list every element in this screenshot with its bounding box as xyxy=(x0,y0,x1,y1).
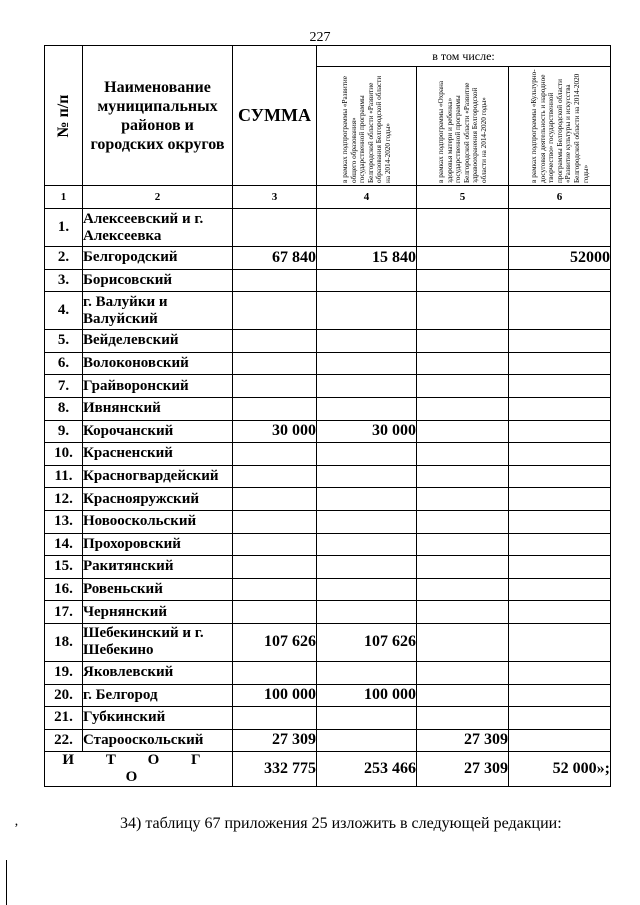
row-culture xyxy=(509,533,611,556)
row-sum xyxy=(233,601,317,624)
col-number-2: 2 xyxy=(83,186,233,209)
header-sub-health xyxy=(417,67,509,186)
row-culture xyxy=(509,397,611,420)
row-education: 15 840 xyxy=(317,247,417,270)
row-name: Ровеньский xyxy=(83,578,233,601)
row-name: Шебекинский и г. Шебекино xyxy=(83,623,233,661)
row-name: г. Белгород xyxy=(83,684,233,707)
header-including: в том числе: xyxy=(317,46,611,67)
funding-table xyxy=(44,45,611,787)
row-sum xyxy=(233,375,317,398)
row-health xyxy=(417,556,509,579)
header-name: Наименование муниципальных районов и городских округов xyxy=(83,46,233,186)
row-education xyxy=(317,443,417,466)
row-education xyxy=(317,352,417,375)
row-education: 107 626 xyxy=(317,623,417,661)
table-row xyxy=(45,247,611,270)
row-education xyxy=(317,269,417,292)
row-education xyxy=(317,707,417,730)
row-sum xyxy=(233,352,317,375)
row-education xyxy=(317,397,417,420)
row-name: Борисовский xyxy=(83,269,233,292)
row-education xyxy=(317,533,417,556)
row-number: 5. xyxy=(45,330,83,353)
row-sum xyxy=(233,578,317,601)
header-num xyxy=(45,46,83,186)
row-name: г. Валуйки и Валуйский xyxy=(83,292,233,330)
row-culture xyxy=(509,209,611,247)
row-culture: 52000 xyxy=(509,247,611,270)
row-sum xyxy=(233,488,317,511)
row-number: 14. xyxy=(45,533,83,556)
row-culture xyxy=(509,488,611,511)
header-sub-education xyxy=(317,67,417,186)
row-number: 21. xyxy=(45,707,83,730)
row-culture xyxy=(509,556,611,579)
row-number: 13. xyxy=(45,510,83,533)
row-number: 12. xyxy=(45,488,83,511)
row-name: Красногвардейский xyxy=(83,465,233,488)
row-sum xyxy=(233,269,317,292)
row-number: 16. xyxy=(45,578,83,601)
row-health xyxy=(417,443,509,466)
row-health xyxy=(417,292,509,330)
row-education xyxy=(317,209,417,247)
row-health xyxy=(417,684,509,707)
total-sum: 332 775 xyxy=(233,752,317,787)
row-name: Красненский xyxy=(83,443,233,466)
row-education xyxy=(317,578,417,601)
row-number: 19. xyxy=(45,661,83,684)
table-row xyxy=(45,623,611,661)
row-health xyxy=(417,352,509,375)
row-sum xyxy=(233,533,317,556)
row-name: Краснояружский xyxy=(83,488,233,511)
row-health xyxy=(417,465,509,488)
row-culture xyxy=(509,352,611,375)
row-culture xyxy=(509,375,611,398)
row-number: 22. xyxy=(45,729,83,752)
row-education xyxy=(317,375,417,398)
row-culture xyxy=(509,292,611,330)
row-culture xyxy=(509,661,611,684)
row-education xyxy=(317,661,417,684)
row-sum xyxy=(233,292,317,330)
row-name: Волоконовский xyxy=(83,352,233,375)
row-sum xyxy=(233,661,317,684)
row-number: 1. xyxy=(45,209,83,247)
row-name: Яковлевский xyxy=(83,661,233,684)
row-health xyxy=(417,707,509,730)
row-health xyxy=(417,601,509,624)
row-health xyxy=(417,247,509,270)
row-sum xyxy=(233,707,317,730)
row-sum xyxy=(233,330,317,353)
table-row xyxy=(45,269,611,292)
margin-mark: ‚ xyxy=(14,814,19,829)
table-row xyxy=(45,352,611,375)
row-name: Новооскольский xyxy=(83,510,233,533)
total-row xyxy=(45,752,611,787)
col-number-1: 1 xyxy=(45,186,83,209)
page-number: 227 xyxy=(309,30,331,45)
row-health xyxy=(417,269,509,292)
row-health xyxy=(417,510,509,533)
col-number-3: 3 xyxy=(233,186,317,209)
table-row xyxy=(45,488,611,511)
row-culture xyxy=(509,269,611,292)
row-education: 100 000 xyxy=(317,684,417,707)
row-sum xyxy=(233,443,317,466)
row-education xyxy=(317,330,417,353)
total-label: И Т О Г О xyxy=(45,752,233,787)
row-education xyxy=(317,601,417,624)
row-name: Прохоровский xyxy=(83,533,233,556)
row-sum: 30 000 xyxy=(233,420,317,443)
row-number: 20. xyxy=(45,684,83,707)
row-education xyxy=(317,292,417,330)
row-number: 9. xyxy=(45,420,83,443)
row-number: 7. xyxy=(45,375,83,398)
col-number-6: 6 xyxy=(509,186,611,209)
row-number: 17. xyxy=(45,601,83,624)
row-sum: 107 626 xyxy=(233,623,317,661)
row-number: 18. xyxy=(45,623,83,661)
row-health xyxy=(417,330,509,353)
table-row xyxy=(45,661,611,684)
margin-line xyxy=(6,860,7,905)
row-name: Губкинский xyxy=(83,707,233,730)
table-row xyxy=(45,330,611,353)
row-name: Корочанский xyxy=(83,420,233,443)
row-sum xyxy=(233,556,317,579)
row-culture xyxy=(509,601,611,624)
row-culture xyxy=(509,623,611,661)
row-education xyxy=(317,465,417,488)
row-culture xyxy=(509,465,611,488)
row-number: 15. xyxy=(45,556,83,579)
row-sum xyxy=(233,510,317,533)
table-row xyxy=(45,601,611,624)
row-health xyxy=(417,661,509,684)
row-health: 27 309 xyxy=(417,729,509,752)
header-num-label: № п/п xyxy=(54,94,72,137)
table-row xyxy=(45,533,611,556)
header-sub-education-text: в рамках подпрограммы «Развитие общего образования» государственной программы Белгородской области «Развитие образования Белгородской области на 2014-2020 годы» xyxy=(340,75,392,183)
row-culture xyxy=(509,420,611,443)
row-name: Старооскольский xyxy=(83,729,233,752)
row-education xyxy=(317,488,417,511)
header-sub-culture xyxy=(509,67,611,186)
row-health xyxy=(417,397,509,420)
row-health xyxy=(417,375,509,398)
row-health xyxy=(417,488,509,511)
table-row xyxy=(45,578,611,601)
row-name: Ивнянский xyxy=(83,397,233,420)
row-culture xyxy=(509,443,611,466)
table-row xyxy=(45,420,611,443)
table-row xyxy=(45,397,611,420)
header-sub-culture-text: в рамках подпрограммы «Культурно-досуговая деятельность и народное творчество» государственной программы Белгородской области «Развитие культуры и искусства Белгородской области на 2014-2020 годы» xyxy=(529,69,589,183)
row-culture xyxy=(509,578,611,601)
row-education xyxy=(317,556,417,579)
table-row xyxy=(45,292,611,330)
row-sum: 27 309 xyxy=(233,729,317,752)
table-row xyxy=(45,729,611,752)
table-row xyxy=(45,375,611,398)
row-name: Вейделевский xyxy=(83,330,233,353)
footer-instruction: 34) таблицу 67 приложения 25 изложить в следующей редакции: xyxy=(120,815,562,832)
row-number: 11. xyxy=(45,465,83,488)
row-education xyxy=(317,510,417,533)
row-culture xyxy=(509,684,611,707)
row-health xyxy=(417,578,509,601)
table-row xyxy=(45,465,611,488)
total-education: 253 466 xyxy=(317,752,417,787)
row-number: 10. xyxy=(45,443,83,466)
col-number-4: 4 xyxy=(317,186,417,209)
row-number: 2. xyxy=(45,247,83,270)
row-culture xyxy=(509,510,611,533)
row-sum xyxy=(233,465,317,488)
row-sum: 67 840 xyxy=(233,247,317,270)
row-number: 4. xyxy=(45,292,83,330)
row-sum: 100 000 xyxy=(233,684,317,707)
table-row xyxy=(45,684,611,707)
row-sum xyxy=(233,397,317,420)
row-education xyxy=(317,729,417,752)
header-sub-health-text: в рамках подпрограммы «Охрана здоровья матери и ребенка» государственной программы Белгородской области «Развитие здравоохранения Белгородской области на 2014-2020 годы» xyxy=(436,80,488,183)
table-row xyxy=(45,556,611,579)
row-number: 6. xyxy=(45,352,83,375)
row-number: 3. xyxy=(45,269,83,292)
total-culture: 52 000»; xyxy=(509,752,611,787)
table-row xyxy=(45,209,611,247)
row-culture xyxy=(509,330,611,353)
header-sum: СУММА xyxy=(233,46,317,186)
row-name: Ракитянский xyxy=(83,556,233,579)
table-row xyxy=(45,707,611,730)
row-education: 30 000 xyxy=(317,420,417,443)
table-body xyxy=(45,209,611,752)
table-row xyxy=(45,443,611,466)
row-culture xyxy=(509,707,611,730)
row-name: Чернянский xyxy=(83,601,233,624)
row-culture xyxy=(509,729,611,752)
row-name: Алексеевский и г. Алексеевка xyxy=(83,209,233,247)
col-number-5: 5 xyxy=(417,186,509,209)
row-name: Грайворонский xyxy=(83,375,233,398)
table-row xyxy=(45,510,611,533)
total-health: 27 309 xyxy=(417,752,509,787)
row-health xyxy=(417,623,509,661)
row-sum xyxy=(233,209,317,247)
row-health xyxy=(417,533,509,556)
row-number: 8. xyxy=(45,397,83,420)
row-health xyxy=(417,420,509,443)
row-health xyxy=(417,209,509,247)
row-name: Белгородский xyxy=(83,247,233,270)
